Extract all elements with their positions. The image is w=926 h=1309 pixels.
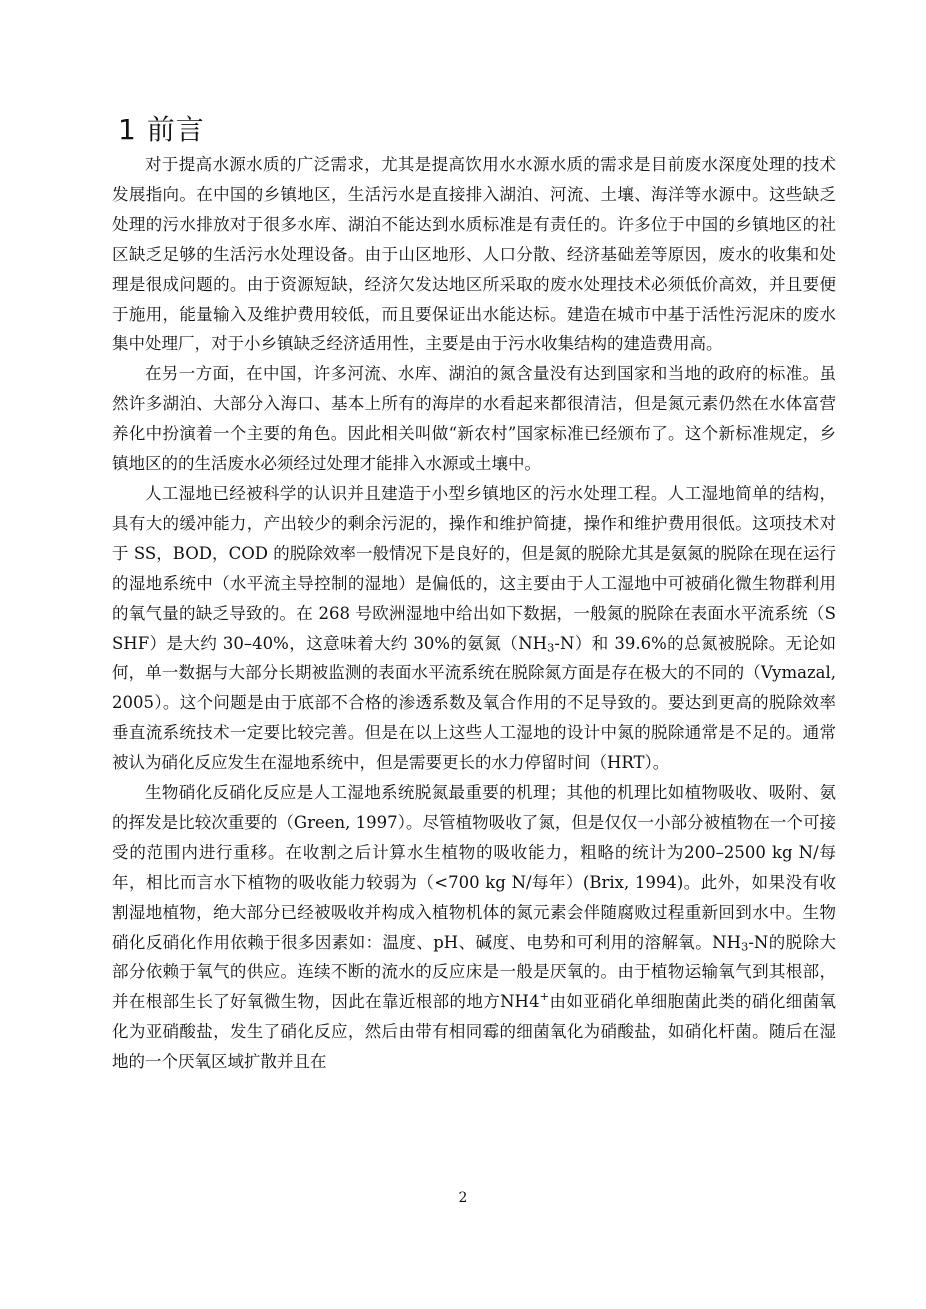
- paragraph-4-text-a: 生物硝化反硝化反应是人工湿地系统脱氮最重要的机理；其他的机理比如植物吸收、吸附、氨的挥发是比较次重要的（Green, 1997）。尽管植物吸收了氮，但是仅仅一小部分被植物在一个可接受的范围内进行重移。在收割之后计算水生植物的吸收能力，粗略的统计为200–2500 kg N/每年，相比而言水下植物的吸收能力较弱为（<700 kg N/每年）(Brix, 1994)。此外，如果没有收割湿地植物，绝大部分已经被吸收并构成入植物机体的氮元素会伴随腐败过程重新回到水中。生物硝化反硝化作用依赖于很多因素如：温度、pH、碱度、电势和可利用的溶解氧。NH: [112, 783, 836, 952]
- superscript-plus: +: [539, 989, 550, 1004]
- paragraph-2-text: 在另一方面，在中国，许多河流、水库、湖泊的氮含量没有达到国家和当地的政府的标准。虽然许多湖泊、大部分入海口、基本上所有的海岸的水看起来都很清洁，但是氮元素仍然在水体富营养化中扮演着一个主要的角色。因此相关叫做“新农村”国家标准已经颁布了。这个新标准规定，乡镇地区的的生活废水必须经过处理才能排入水源或土壤中。: [112, 364, 836, 474]
- subscript-3: 3: [741, 938, 749, 953]
- paragraph-3-text-a: 人工湿地已经被科学的认识并且建造于小型乡镇地区的污水处理工程。人工湿地简单的结构，具有大的缓冲能力，产出较少的剩余污泥的，操作和维护简捷，操作和维护费用很低。这项技术对于 SS，BOD，COD 的脱除效率一般情况下是良好的，但是氮的脱除尤其是氨氮的脱除在现在运行的湿地系统中（水平流主导控制的湿地）是偏低的，这主要由于人工湿地中可被硝化微生物群利用的氧气量的缺乏导致的。在 268 号欧洲湿地中给出如下数据，一般氮的脱除在表面水平流系统（SSHF）是大约 30–40%，这意味着大约 30%的氨氮（NH: [112, 483, 836, 653]
- paragraph-1: [112, 150, 836, 359]
- paragraph-4-text-b: -N的脱除大部分依赖于氧气的供应。连续不断的流水的反应床是一般是厌氧的。由于植物运输氧气到其根部，并在根部生长了好氧微生物，因此在靠近根部的地方NH4: [112, 932, 836, 1012]
- subscript-3: 3: [547, 639, 555, 654]
- body-text: [112, 150, 836, 1180]
- paragraph-1-text: 对于提高水源水质的广泛需求，尤其是提高饮用水水源水质的需求是目前废水深度处理的技术发展指向。在中国的乡镇地区，生活污水是直接排入湖泊、河流、土壤、海洋等水源中。这些缺乏处理的污水排放对于很多水库、湖泊不能达到水质标准是有责任的。许多位于中国的乡镇地区的社区缺乏足够的生活污水处理设备。由于山区地形、人口分散、经济基础差等原因，废水的收集和处理是很成问题的。由于资源短缺，经济欠发达地区所采取的废水处理技术必须低价高效，并且要便于施用，能量输入及维护费用较低，而且要保证出水能达标。建造在城市中基于活性污泥床的废水集中处理厂，对于小乡镇缺乏经济适用性，主要是由于污水收集结构的建造费用高。: [112, 155, 836, 354]
- paragraph-4-text-c: 由如亚硝化单细胞菌此类的硝化细菌氧化为亚硝酸盐，发生了硝化反应，然后由带有相同霉的细菌氧化为硝酸盐，如硝化杆菌。随后在湿地的一个厌氧区域扩散并且在: [112, 992, 837, 1072]
- paragraph-4: [112, 778, 836, 1077]
- paragraph-3-text-b: -N）和 39.6%的总氮被脱除。无论如何，单一数据与大部分长期被监测的表面水平流系统在脱除氮方面是存在极大的不同的（Vymazal, 2005）。这个问题是由于底部不合格的渗透系数及氧合作用的不足导致的。要达到更高的脱除效率垂直流系统技术一定要比较完善。但是在以上这些人工湿地的设计中氮的脱除通常是不足的。通常被认为硝化反应发生在湿地系统中，但是需要更长的水力停留时间（HRT）。: [112, 633, 836, 773]
- page-number: 2: [458, 1190, 468, 1206]
- paragraph-2: [112, 359, 836, 479]
- section-heading: 1 前言: [118, 113, 205, 146]
- paragraph-3: [112, 479, 836, 778]
